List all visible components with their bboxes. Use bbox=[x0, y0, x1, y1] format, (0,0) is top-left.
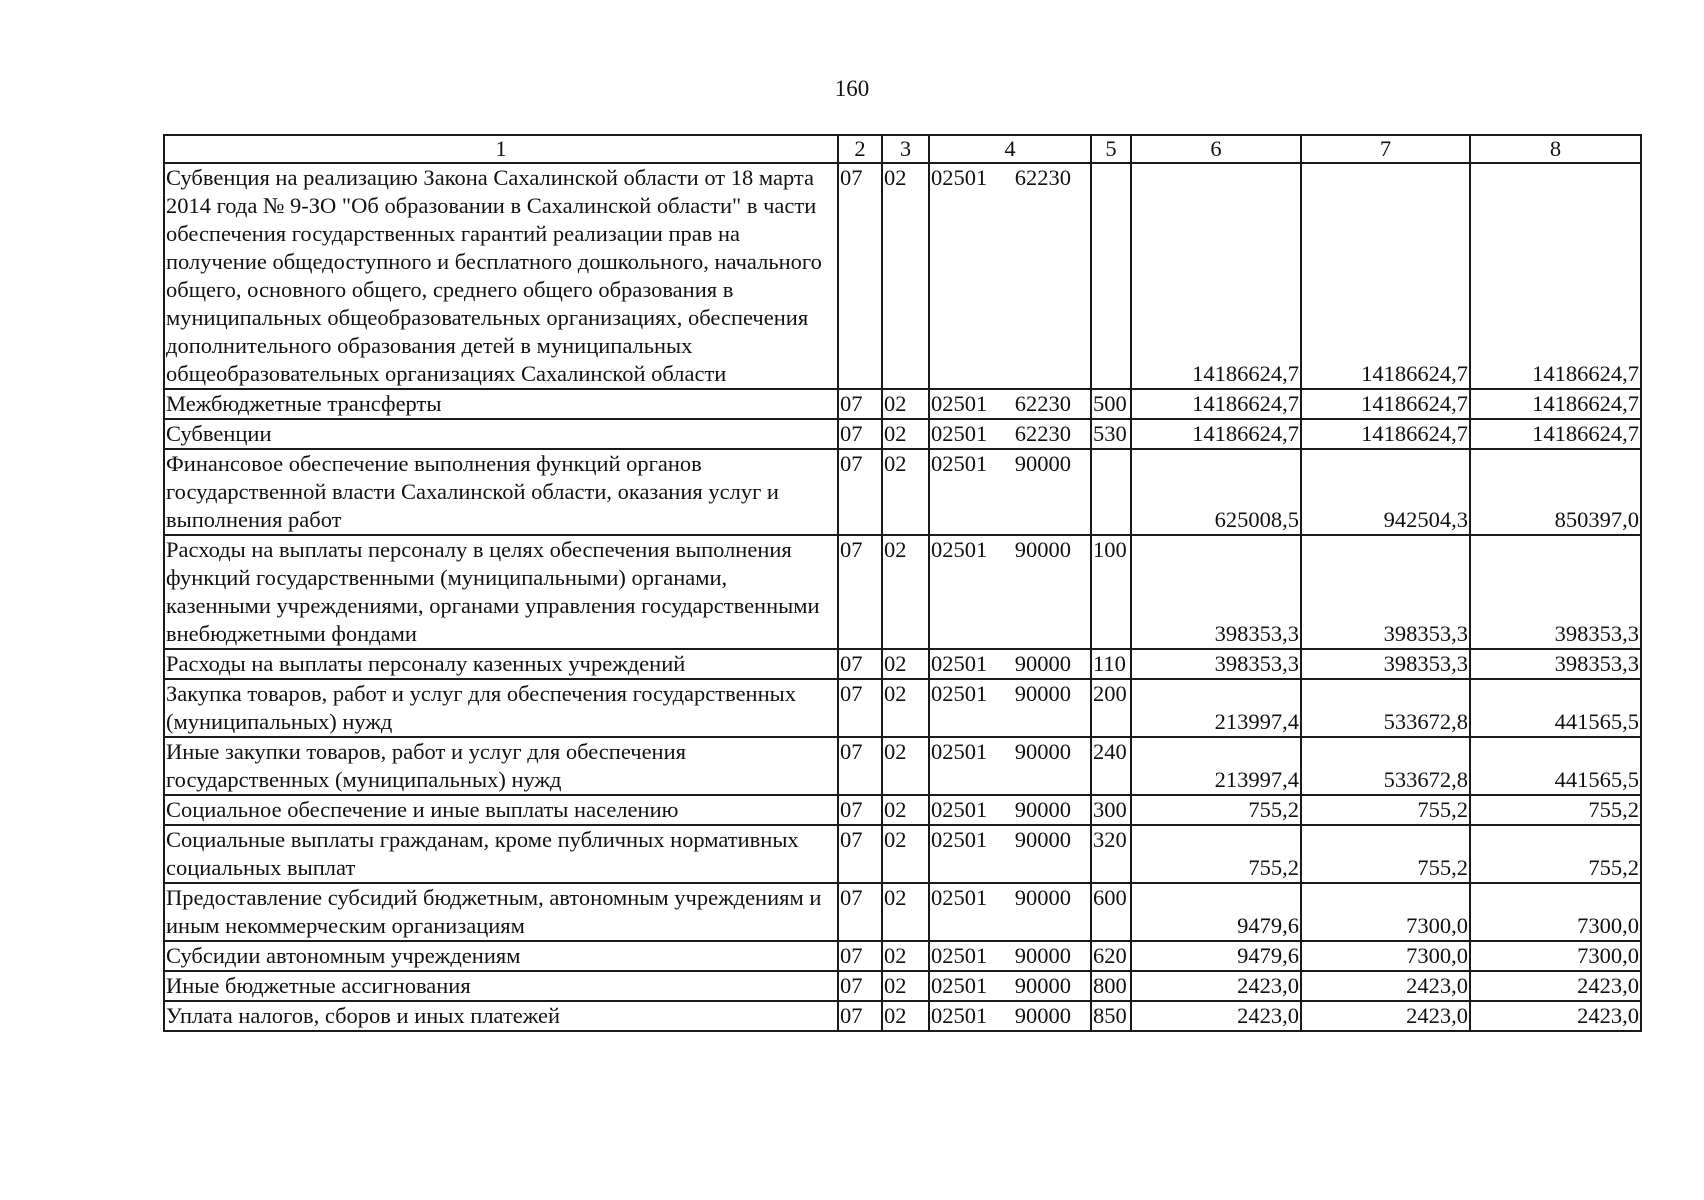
header-col-5: 5 bbox=[1091, 135, 1131, 163]
target-article-part-b: 90000 bbox=[1014, 943, 1071, 968]
amount-col-7: 755,2 bbox=[1301, 795, 1470, 825]
target-article-part-a: 02501 bbox=[931, 537, 988, 562]
target-article-part-a: 02501 bbox=[931, 739, 988, 764]
target-article-part-a: 02501 bbox=[931, 651, 988, 676]
table-row bbox=[164, 795, 1641, 825]
amount-col-6: 2423,0 bbox=[1131, 971, 1301, 1001]
expense-name: Иные бюджетные ассигнования bbox=[164, 971, 838, 1001]
target-article-part-b: 90000 bbox=[1014, 973, 1071, 998]
expense-name: Субвенции bbox=[164, 419, 838, 449]
amount-col-7: 14186624,7 bbox=[1301, 419, 1470, 449]
expense-name: Иные закупки товаров, работ и услуг для обеспечения государственных (муниципальных) нужд bbox=[164, 737, 838, 795]
table-row bbox=[164, 883, 1641, 941]
target-article-code bbox=[929, 389, 1091, 419]
amount-col-8: 2423,0 bbox=[1470, 971, 1641, 1001]
header-col-6: 6 bbox=[1131, 135, 1301, 163]
amount-col-7: 533672,8 bbox=[1301, 679, 1470, 737]
amount-col-6: 2423,0 bbox=[1131, 1001, 1301, 1031]
table-row bbox=[164, 163, 1641, 389]
expense-name: Предоставление субсидий бюджетным, автономным учреждениям и иным некоммерческим организациям bbox=[164, 883, 838, 941]
section-code: 07 bbox=[838, 679, 882, 737]
amount-col-7: 533672,8 bbox=[1301, 737, 1470, 795]
amount-col-6: 9479,6 bbox=[1131, 883, 1301, 941]
target-article-part-b: 90000 bbox=[1014, 451, 1071, 476]
amount-col-7: 7300,0 bbox=[1301, 883, 1470, 941]
amount-col-7: 755,2 bbox=[1301, 825, 1470, 883]
expense-name: Расходы на выплаты персоналу в целях обеспечения выполнения функций государственными (муниципальными) органами, казенными учреждениями, органами управления государственными внебюджетными фондами bbox=[164, 535, 838, 649]
expense-name: Закупка товаров, работ и услуг для обеспечения государственных (муниципальных) нужд bbox=[164, 679, 838, 737]
target-article-code bbox=[929, 883, 1091, 941]
section-code: 07 bbox=[838, 449, 882, 535]
target-article-part-b: 90000 bbox=[1014, 681, 1071, 706]
target-article-code bbox=[929, 1001, 1091, 1031]
target-article-part-b: 90000 bbox=[1014, 1003, 1071, 1028]
expense-name: Субвенция на реализацию Закона Сахалинской области от 18 марта 2014 года № 9-ЗО "Об образовании в Сахалинской области" в части обеспечения государственных гарантий реализации прав на получение общедоступного и бесплатного дошкольного, начального общего, основного общего, среднего общего образования в муниципальных общеобразовательных организациях, обеспечения дополнительного образования детей в муниципальных общеобразовательных организациях Сахалинской области bbox=[164, 163, 838, 389]
amount-col-6: 14186624,7 bbox=[1131, 389, 1301, 419]
table-row bbox=[164, 419, 1641, 449]
expense-type-code bbox=[1091, 449, 1131, 535]
target-article-code bbox=[929, 679, 1091, 737]
subsection-code: 02 bbox=[882, 737, 929, 795]
page-number: 160 bbox=[834, 76, 870, 101]
amount-col-8: 398353,3 bbox=[1470, 535, 1641, 649]
expense-name: Финансовое обеспечение выполнения функций органов государственной власти Сахалинской области, оказания услуг и выполнения работ bbox=[164, 449, 838, 535]
amount-col-6: 14186624,7 bbox=[1131, 163, 1301, 389]
table-row bbox=[164, 737, 1641, 795]
subsection-code: 02 bbox=[882, 1001, 929, 1031]
target-article-part-a: 02501 bbox=[931, 451, 988, 476]
target-article-code bbox=[929, 971, 1091, 1001]
subsection-code: 02 bbox=[882, 795, 929, 825]
amount-col-8: 755,2 bbox=[1470, 795, 1641, 825]
table-row bbox=[164, 449, 1641, 535]
expense-name: Уплата налогов, сборов и иных платежей bbox=[164, 1001, 838, 1031]
expense-type-code: 600 bbox=[1091, 883, 1131, 941]
amount-col-7: 2423,0 bbox=[1301, 971, 1470, 1001]
target-article-part-a: 02501 bbox=[931, 165, 988, 190]
target-article-code bbox=[929, 941, 1091, 971]
subsection-code: 02 bbox=[882, 449, 929, 535]
target-article-code bbox=[929, 535, 1091, 649]
amount-col-8: 14186624,7 bbox=[1470, 163, 1641, 389]
table-row bbox=[164, 825, 1641, 883]
section-code: 07 bbox=[838, 825, 882, 883]
target-article-code bbox=[929, 737, 1091, 795]
section-code: 07 bbox=[838, 941, 882, 971]
target-article-part-a: 02501 bbox=[931, 827, 988, 852]
subsection-code: 02 bbox=[882, 535, 929, 649]
target-article-code bbox=[929, 649, 1091, 679]
amount-col-7: 14186624,7 bbox=[1301, 163, 1470, 389]
subsection-code: 02 bbox=[882, 389, 929, 419]
subsection-code: 02 bbox=[882, 679, 929, 737]
target-article-code bbox=[929, 449, 1091, 535]
target-article-code bbox=[929, 795, 1091, 825]
amount-col-8: 850397,0 bbox=[1470, 449, 1641, 535]
amount-col-7: 14186624,7 bbox=[1301, 389, 1470, 419]
amount-col-6: 213997,4 bbox=[1131, 737, 1301, 795]
target-article-part-b: 62230 bbox=[1014, 421, 1071, 446]
target-article-part-b: 90000 bbox=[1014, 885, 1071, 910]
subsection-code: 02 bbox=[882, 971, 929, 1001]
table-row bbox=[164, 535, 1641, 649]
section-code: 07 bbox=[838, 535, 882, 649]
amount-col-6: 625008,5 bbox=[1131, 449, 1301, 535]
subsection-code: 02 bbox=[882, 419, 929, 449]
section-code: 07 bbox=[838, 419, 882, 449]
table-body bbox=[164, 163, 1641, 1031]
expense-type-code: 500 bbox=[1091, 389, 1131, 419]
amount-col-8: 14186624,7 bbox=[1470, 419, 1641, 449]
target-article-part-b: 90000 bbox=[1014, 651, 1071, 676]
amount-col-7: 2423,0 bbox=[1301, 1001, 1470, 1031]
subsection-code: 02 bbox=[882, 825, 929, 883]
amount-col-6: 398353,3 bbox=[1131, 535, 1301, 649]
target-article-part-a: 02501 bbox=[931, 885, 988, 910]
subsection-code: 02 bbox=[882, 163, 929, 389]
target-article-part-b: 90000 bbox=[1014, 537, 1071, 562]
expense-type-code: 620 bbox=[1091, 941, 1131, 971]
target-article-part-b: 90000 bbox=[1014, 797, 1071, 822]
target-article-part-b: 62230 bbox=[1014, 391, 1071, 416]
amount-col-7: 7300,0 bbox=[1301, 941, 1470, 971]
expense-type-code: 800 bbox=[1091, 971, 1131, 1001]
section-code: 07 bbox=[838, 389, 882, 419]
target-article-code bbox=[929, 825, 1091, 883]
table-row bbox=[164, 1001, 1641, 1031]
target-article-part-b: 62230 bbox=[1014, 165, 1071, 190]
expense-name: Субсидии автономным учреждениям bbox=[164, 941, 838, 971]
target-article-part-b: 90000 bbox=[1014, 739, 1071, 764]
target-article-part-a: 02501 bbox=[931, 973, 988, 998]
expense-type-code: 240 bbox=[1091, 737, 1131, 795]
expense-type-code: 100 bbox=[1091, 535, 1131, 649]
target-article-part-a: 02501 bbox=[931, 797, 988, 822]
amount-col-6: 755,2 bbox=[1131, 795, 1301, 825]
amount-col-8: 398353,3 bbox=[1470, 649, 1641, 679]
amount-col-8: 7300,0 bbox=[1470, 883, 1641, 941]
expense-type-code: 530 bbox=[1091, 419, 1131, 449]
table-row bbox=[164, 649, 1641, 679]
expense-name: Социальное обеспечение и иные выплаты населению bbox=[164, 795, 838, 825]
subsection-code: 02 bbox=[882, 941, 929, 971]
expense-type-code: 850 bbox=[1091, 1001, 1131, 1031]
section-code: 07 bbox=[838, 163, 882, 389]
header-col-3: 3 bbox=[882, 135, 929, 163]
amount-col-8: 441565,5 bbox=[1470, 679, 1641, 737]
target-article-part-a: 02501 bbox=[931, 1003, 988, 1028]
table-row bbox=[164, 941, 1641, 971]
target-article-part-a: 02501 bbox=[931, 681, 988, 706]
section-code: 07 bbox=[838, 1001, 882, 1031]
target-article-part-a: 02501 bbox=[931, 391, 988, 416]
amount-col-6: 755,2 bbox=[1131, 825, 1301, 883]
amount-col-7: 398353,3 bbox=[1301, 649, 1470, 679]
header-col-2: 2 bbox=[838, 135, 882, 163]
header-col-1: 1 bbox=[164, 135, 838, 163]
header-row bbox=[164, 135, 1641, 163]
subsection-code: 02 bbox=[882, 649, 929, 679]
amount-col-7: 398353,3 bbox=[1301, 535, 1470, 649]
section-code: 07 bbox=[838, 971, 882, 1001]
table-row bbox=[164, 971, 1641, 1001]
section-code: 07 bbox=[838, 737, 882, 795]
target-article-part-a: 02501 bbox=[931, 943, 988, 968]
section-code: 07 bbox=[838, 649, 882, 679]
header-col-8: 8 bbox=[1470, 135, 1641, 163]
amount-col-7: 942504,3 bbox=[1301, 449, 1470, 535]
amount-col-8: 441565,5 bbox=[1470, 737, 1641, 795]
expense-type-code: 200 bbox=[1091, 679, 1131, 737]
amount-col-8: 2423,0 bbox=[1470, 1001, 1641, 1031]
expense-type-code: 300 bbox=[1091, 795, 1131, 825]
budget-table bbox=[163, 134, 1642, 1032]
amount-col-8: 7300,0 bbox=[1470, 941, 1641, 971]
target-article-part-b: 90000 bbox=[1014, 827, 1071, 852]
amount-col-8: 14186624,7 bbox=[1470, 389, 1641, 419]
amount-col-6: 398353,3 bbox=[1131, 649, 1301, 679]
amount-col-8: 755,2 bbox=[1470, 825, 1641, 883]
amount-col-6: 213997,4 bbox=[1131, 679, 1301, 737]
table-row bbox=[164, 389, 1641, 419]
expense-name: Социальные выплаты гражданам, кроме публичных нормативных социальных выплат bbox=[164, 825, 838, 883]
expense-name: Расходы на выплаты персоналу казенных учреждений bbox=[164, 649, 838, 679]
target-article-code bbox=[929, 419, 1091, 449]
expense-type-code: 320 bbox=[1091, 825, 1131, 883]
table-row bbox=[164, 679, 1641, 737]
header-col-7: 7 bbox=[1301, 135, 1470, 163]
header-col-4: 4 bbox=[929, 135, 1091, 163]
expense-name: Межбюджетные трансферты bbox=[164, 389, 838, 419]
amount-col-6: 14186624,7 bbox=[1131, 419, 1301, 449]
section-code: 07 bbox=[838, 795, 882, 825]
expense-type-code bbox=[1091, 163, 1131, 389]
section-code: 07 bbox=[838, 883, 882, 941]
amount-col-6: 9479,6 bbox=[1131, 941, 1301, 971]
target-article-code bbox=[929, 163, 1091, 389]
expense-type-code: 110 bbox=[1091, 649, 1131, 679]
subsection-code: 02 bbox=[882, 883, 929, 941]
target-article-part-a: 02501 bbox=[931, 421, 988, 446]
